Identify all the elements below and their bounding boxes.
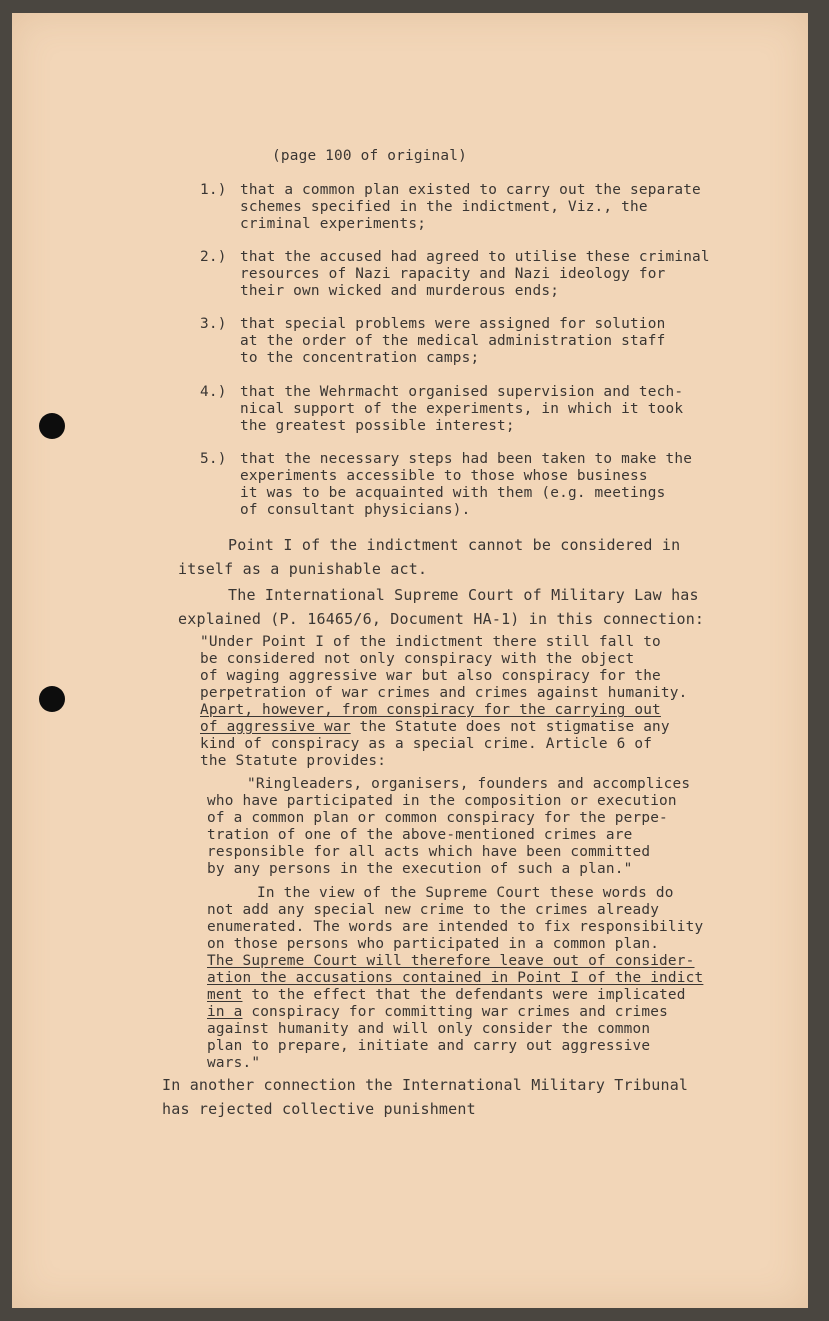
list-item-number: 1.) (200, 182, 227, 198)
punch-hole-bottom (39, 686, 65, 712)
paragraph-point-one: Point I of the indictment cannot be considered in itself as a punishable act. (178, 536, 681, 578)
paragraph-closing: In another connection the International Military Tribunal has rejected collective punishment (162, 1076, 689, 1118)
quote-block-supreme-court: In the view of the Supreme Court these words do not add any special new crime to the crimes already enumerated. The words are intended to fix responsibility on those persons who participated in a common plan. The Supreme Court will therefore leave out of consider- ation the accusations contained in Point I of the indict ment to the effect that the defendants were implicated in a conspiracy for committing war crimes and crimes against humanity and will only consider the common plan to prepare, initiate and carry out aggressive wars." (207, 885, 704, 1071)
list-item-number: 3.) (200, 316, 227, 332)
list-item-text: that special problems were assigned for solution at the order of the medical administration staff to the concentration camps; (240, 316, 666, 366)
list-item-text: that the accused had agreed to utilise these criminal resources of Nazi rapacity and Nazi ideology for their own wicked and murderous ends; (240, 249, 710, 299)
list-item-text: that the necessary steps had been taken to make the experiments accessible to those whose business it was to be acquainted with them (e.g. meetings of consultant physicians). (240, 451, 693, 518)
list-item-text: that a common plan existed to carry out the separate schemes specified in the indictment, Viz., the criminal experiments; (240, 182, 701, 232)
list-item-text: that the Wehrmacht organised supervision and tech- nical support of the experiments, in which it took the greatest possible interest; (240, 384, 684, 434)
paragraph-court-explained: The International Supreme Court of Military Law has explained (P. 16465/6, Document HA-1) in this connection: (178, 586, 705, 628)
list-item-number: 5.) (200, 451, 227, 467)
list-item-number: 4.) (200, 384, 227, 400)
list-item-number: 2.) (200, 249, 227, 265)
quote-block-statute: "Ringleaders, organisers, founders and accomplices who have participated in the composition or execution of a common plan or common conspiracy for the perpe- tration of one of the above-mentioned crimes are responsible for all acts which have been committed by any persons in the execution of such a plan." (207, 776, 691, 877)
page-header: (page 100 of original) (272, 148, 468, 164)
punch-hole-top (39, 413, 65, 439)
quote-block-one: "Under Point I of the indictment there still fall to be considered not only conspiracy with the object of waging aggressive war but also conspiracy for the perpetration of war crimes and crimes against humanity. Apart, however, from conspiracy for the carrying out of aggressive war the Statute does not stigmatise any kind of conspiracy as a special crime. Article 6 of the Statute provides: (200, 634, 688, 769)
